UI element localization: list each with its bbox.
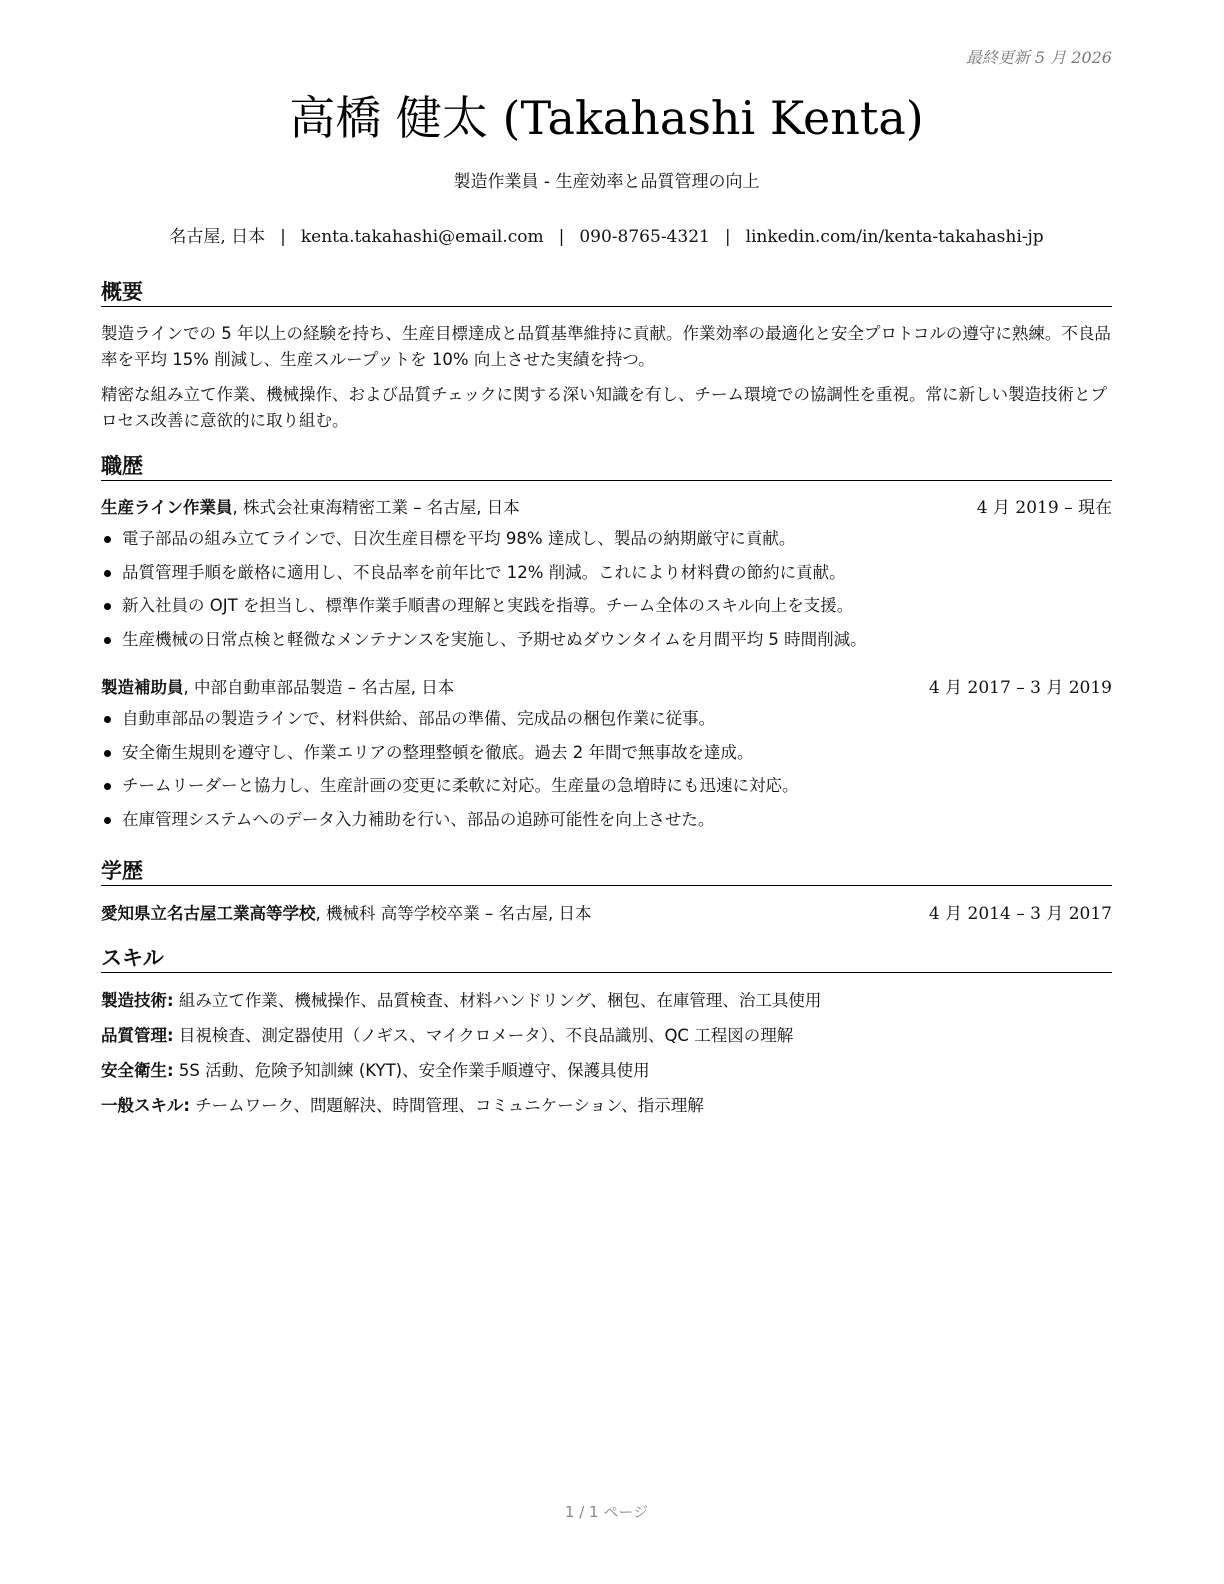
skill-label: 製造技術: xyxy=(101,991,174,1010)
education-entry xyxy=(101,900,1112,928)
contact-location: 名古屋, 日本 xyxy=(169,227,266,247)
skill-row xyxy=(101,1018,1112,1053)
summary-paragraph: 製造ラインでの 5 年以上の経験を持ち、生産目標達成と品質基準維持に貢献。作業効率の最適化と安全プロトコルの遵守に熟練。不良品率を平均 15% 削減し、生産スループットを 10% 向上させた実績を持つ。 xyxy=(101,324,1111,369)
contact-phone[interactable]: 090-8765-4321 xyxy=(579,227,710,247)
contact-separator: | xyxy=(280,227,286,247)
job-dates: 4 月 2019 – 現在 xyxy=(976,498,1112,518)
job-header xyxy=(101,674,1112,702)
job-dates: 4 月 2017 – 3 月 2019 xyxy=(928,678,1112,698)
job-bullet: 自動車部品の製造ラインで、材料供給、部品の準備、完成品の梱包作業に従事。 xyxy=(101,702,1112,736)
job-bullets xyxy=(101,522,1112,656)
job-bullets xyxy=(101,702,1112,836)
education-title: 学歴 xyxy=(101,857,1112,886)
skill-row xyxy=(101,983,1112,1018)
skill-row xyxy=(101,1053,1112,1088)
skill-value: 5S 活動、危険予知訓練 (KYT)、安全作業手順遵守、保護具使用 xyxy=(173,1061,650,1080)
resume-page xyxy=(101,0,1112,1584)
job-header xyxy=(101,494,1112,522)
contact-email[interactable]: kenta.takahashi@email.com xyxy=(300,227,544,247)
experience-section xyxy=(101,452,1112,836)
skill-label: 安全衛生: xyxy=(101,1061,174,1080)
skills-title: スキル xyxy=(101,944,1112,973)
summary-title: 概要 xyxy=(101,278,1112,307)
education-dates: 4 月 2014 – 3 月 2017 xyxy=(928,904,1112,924)
skills-section xyxy=(101,944,1112,1123)
skill-value: 目視検査、測定器使用（ノギス、マイクロメータ）、不良品識別、QC 工程図の理解 xyxy=(173,1026,794,1045)
skill-value: 組み立て作業、機械操作、品質検査、材料ハンドリング、梱包、在庫管理、治工具使用 xyxy=(173,991,822,1010)
job-role: 生産ライン作業員 xyxy=(101,498,233,517)
job-bullet: 電子部品の組み立てラインで、日次生産目標を平均 98% 達成し、製品の納期厳守に貢献。 xyxy=(101,522,1112,556)
job-bullet: 生産機械の日常点検と軽微なメンテナンスを実施し、予期せぬダウンタイムを月間平均 5 時間削減。 xyxy=(101,623,1112,657)
job-bullet: 在庫管理システムへのデータ入力補助を行い、部品の追跡可能性を向上させた。 xyxy=(101,803,1112,837)
job-bullet: チームリーダーと協力し、生産計画の変更に柔軟に対応。生産量の急増時にも迅速に対応。 xyxy=(101,769,1112,803)
summary-paragraph: 精密な組み立て作業、機械操作、および品質チェックに関する深い知識を有し、チーム環境での協調性を重視。常に新しい製造技術とプロセス改善に意欲的に取り組む。 xyxy=(101,385,1108,430)
experience-title: 職歴 xyxy=(101,452,1112,481)
skill-label: 品質管理: xyxy=(101,1026,174,1045)
job-entry xyxy=(101,674,1112,836)
job-entry xyxy=(101,494,1112,656)
job-bullet: 安全衛生規則を遵守し、作業エリアの整理整頓を徹底。過去 2 年間で無事故を達成。 xyxy=(101,736,1112,770)
education-detail: , 機械科 高等学校卒業 – 名古屋, 日本 xyxy=(315,904,592,923)
contact-separator: | xyxy=(558,227,565,247)
job-company: , 株式会社東海精密工業 – 名古屋, 日本 xyxy=(232,498,520,517)
page-indicator: 1 / 1 ページ xyxy=(564,1503,649,1521)
contact-line xyxy=(101,225,1112,249)
last-updated: 最終更新 5 月 2026 xyxy=(965,48,1112,67)
summary-section xyxy=(101,278,1112,434)
job-company: , 中部自動車部品製造 – 名古屋, 日本 xyxy=(183,678,455,697)
school-name: 愛知県立名古屋工業高等学校 xyxy=(101,904,316,923)
skill-value: チームワーク、問題解決、時間管理、コミュニケーション、指示理解 xyxy=(189,1096,704,1115)
contact-separator: | xyxy=(724,227,731,247)
job-bullet: 品質管理手順を厳格に適用し、不良品率を前年比で 12% 削減。これにより材料費の節約に貢献。 xyxy=(101,556,1112,590)
skill-label: 一般スキル: xyxy=(101,1096,190,1115)
headline: 製造作業員 - 生産効率と品質管理の向上 xyxy=(453,172,760,192)
skill-row xyxy=(101,1088,1112,1123)
contact-linkedin[interactable]: linkedin.com/in/kenta-takahashi-jp xyxy=(745,227,1044,247)
candidate-name: 高橋 健太 (Takahashi Kenta) xyxy=(289,91,924,145)
education-section xyxy=(101,857,1112,928)
job-bullet: 新入社員の OJT を担当し、標準作業手順書の理解と実践を指導。チーム全体のスキル向上を支援。 xyxy=(101,589,1112,623)
job-role: 製造補助員 xyxy=(101,678,184,697)
